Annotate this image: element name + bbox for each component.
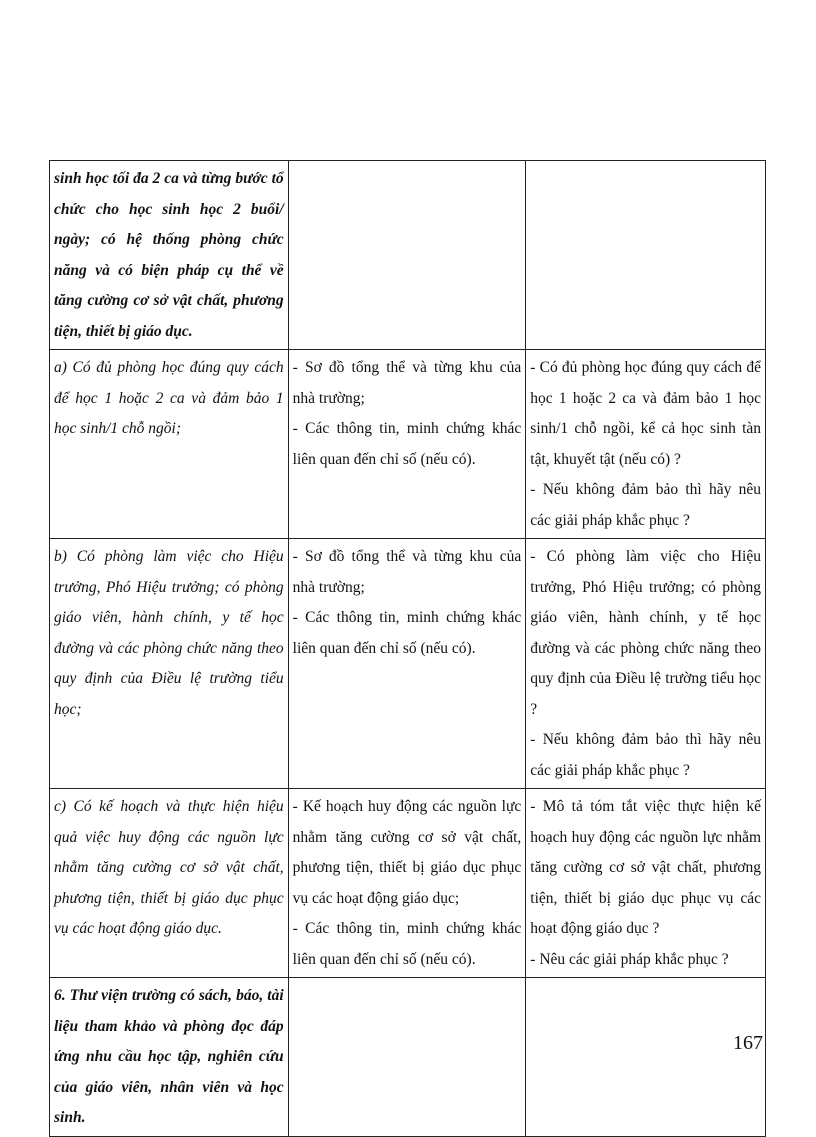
- criterion-cell: b) Có phòng làm việc cho Hiệu trưởng, Phó Hiệu trưởng; có phòng giáo viên, hành chính, y tế học đường và các phòng chức năng theo quy định của Điều lệ trường tiểu học;: [50, 539, 289, 789]
- question-item: - Nếu không đảm bảo thì hãy nêu các giải pháp khắc phục ?: [530, 481, 761, 529]
- criteria-table: [49, 160, 766, 1137]
- questions-cell: [526, 539, 766, 789]
- question-item: - Nếu không đảm bảo thì hãy nêu các giải pháp khắc phục ?: [530, 731, 761, 779]
- evidence-cell: [288, 161, 526, 350]
- evidence-item: - Các thông tin, minh chứng khác liên quan đến chỉ số (nếu có).: [292, 609, 522, 657]
- questions-cell: [526, 350, 766, 539]
- table-row: [50, 161, 766, 350]
- criterion-cell: 6. Thư viện trường có sách, báo, tài liệu tham khảo và phòng đọc đáp ứng nhu cầu học tập, nghiên cứu của giáo viên, nhân viên và học sinh.: [50, 978, 289, 1137]
- page-number: 167: [733, 1032, 763, 1054]
- criterion-cell: a) Có đủ phòng học đúng quy cách để học 1 hoặc 2 ca và đảm bảo 1 học sinh/1 chỗ ngồi;: [50, 350, 289, 539]
- table-row: [50, 350, 766, 539]
- evidence-cell: [288, 789, 526, 978]
- evidence-item: - Các thông tin, minh chứng khác liên quan đến chỉ số (nếu có).: [292, 920, 522, 968]
- evidence-cell: [288, 978, 526, 1137]
- criterion-cell: c) Có kế hoạch và thực hiện hiệu quả việc huy động các nguồn lực nhằm tăng cường cơ sở vật chất, phương tiện, thiết bị giáo dục phục vụ các hoạt động giáo dục.: [50, 789, 289, 978]
- table-row: [50, 539, 766, 789]
- evidence-cell: [288, 539, 526, 789]
- table-row: [50, 978, 766, 1137]
- evidence-item: - Kế hoạch huy động các nguồn lực nhằm tăng cường cơ sở vật chất, phương tiện, thiết bị giáo dục phục vụ các hoạt động giáo dục;: [292, 798, 522, 907]
- questions-cell: [526, 789, 766, 978]
- questions-cell: [526, 978, 766, 1137]
- question-item: - Có phòng làm việc cho Hiệu trưởng, Phó Hiệu trưởng; có phòng giáo viên, hành chính, y tế học đường và các phòng chức năng theo quy định của Điều lệ trường tiểu học ?: [530, 548, 761, 718]
- table-row: [50, 789, 766, 978]
- questions-cell: [526, 161, 766, 350]
- evidence-cell: [288, 350, 526, 539]
- question-item: - Nêu các giải pháp khắc phục ?: [530, 950, 729, 968]
- evidence-item: - Sơ đồ tổng thể và từng khu của nhà trường;: [292, 548, 522, 596]
- criterion-cell: sinh học tối đa 2 ca và từng bước tổ chức cho học sinh học 2 buổi/ ngày; có hệ thống phòng chức năng và có biện pháp cụ thể về tăng cường cơ sở vật chất, phương tiện, thiết bị giáo dục.: [50, 161, 289, 350]
- evidence-item: - Các thông tin, minh chứng khác liên quan đến chỉ số (nếu có).: [292, 420, 522, 468]
- question-item: - Có đủ phòng học đúng quy cách để học 1 hoặc 2 ca và đảm bảo 1 học sinh/1 chỗ ngồi, kể cả học sinh tàn tật, khuyết tật (nếu có) ?: [530, 359, 761, 468]
- evidence-item: - Sơ đồ tổng thể và từng khu của nhà trường;: [292, 359, 522, 407]
- question-item: - Mô tả tóm tắt việc thực hiện kế hoạch huy động các nguồn lực nhằm tăng cường cơ sở vật chất, phương tiện, thiết bị giáo dục phục vụ các hoạt động giáo dục ?: [530, 798, 761, 937]
